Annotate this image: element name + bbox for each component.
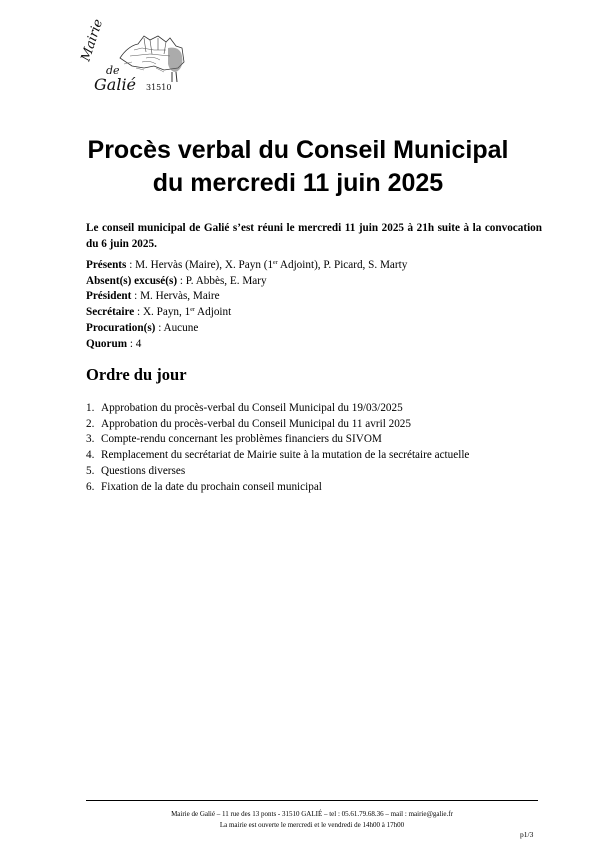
agenda-item-number: 3. xyxy=(86,433,95,446)
agenda-item-number: 2. xyxy=(86,417,95,430)
footer-divider xyxy=(86,800,538,801)
logo-postcode: 31510 xyxy=(146,83,172,92)
mairie-logo xyxy=(78,17,188,98)
mairie-logo-graphic xyxy=(78,17,188,98)
absents-value: : P. Abbès, E. Mary xyxy=(177,274,267,287)
title-line-2: du mercredi 11 juin 2025 xyxy=(152,169,444,197)
presents-sup: er xyxy=(273,260,278,266)
agenda-item xyxy=(86,464,469,480)
secretaire-row xyxy=(86,305,546,321)
page-number: p1/3 xyxy=(520,830,534,839)
agenda-item xyxy=(86,401,469,417)
president-row xyxy=(86,289,546,305)
agenda-item-number: 6. xyxy=(86,480,95,493)
absents-row xyxy=(86,274,546,290)
page-footer xyxy=(86,809,538,831)
president-value: : M. Hervàs, Maire xyxy=(131,290,220,303)
title-line-1: Procès verbal du Conseil Municipal xyxy=(87,136,509,164)
agenda-item-text: Remplacement du secrétariat de Mairie suite à la mutation de la secrétaire actuelle xyxy=(101,449,470,462)
logo-text-galie: Galié xyxy=(94,75,137,94)
logo-text-mairie: Mairie xyxy=(78,17,107,64)
procuration-value: : Aucune xyxy=(155,321,199,334)
procuration-label: Procuration(s) xyxy=(86,321,156,334)
agenda-item xyxy=(86,448,469,464)
secretaire-label: Secrétaire xyxy=(86,306,135,319)
agenda-item-text: Fixation de la date du prochain conseil municipal xyxy=(101,480,322,493)
agenda-item xyxy=(86,480,469,496)
presents-value: : M. Hervàs (Maire), X. Payn (1 xyxy=(126,259,274,271)
logo-text-de: de xyxy=(106,64,120,77)
footer-hours: La mairie est ouverte le mercredi et le vendredi de 14h00 à 17h00 xyxy=(219,821,405,829)
attendance-block xyxy=(86,258,546,352)
secretaire-sup: er xyxy=(190,307,195,314)
president-label: Président xyxy=(86,290,132,303)
presents-label: Présents xyxy=(86,259,127,271)
document-title xyxy=(40,134,556,200)
presents-row xyxy=(86,258,546,274)
agenda-item-number: 1. xyxy=(86,402,95,414)
absents-label: Absent(s) excusé(s) xyxy=(86,274,178,287)
secretaire-value: : X. Payn, 1 xyxy=(134,306,191,319)
quorum-label: Quorum xyxy=(86,337,128,350)
agenda-item-text: Compte-rendu concernant les problèmes financiers du SIVOM xyxy=(101,433,382,446)
agenda-item-text: Approbation du procès-verbal du Conseil Municipal du 19/03/2025 xyxy=(101,402,403,414)
agenda-item-text: Questions diverses xyxy=(101,464,186,477)
agenda-heading: Ordre du jour xyxy=(86,365,187,384)
quorum-value: : 4 xyxy=(127,337,142,350)
agenda-item-number: 4. xyxy=(86,449,95,462)
agenda-item xyxy=(86,417,469,433)
agenda-list xyxy=(86,401,469,495)
quorum-row xyxy=(86,337,546,353)
intro-paragraph: Le conseil municipal de Galié s’est réuni le mercredi 11 juin 2025 à 21h suite à la convocation du 6 juin 2025. xyxy=(86,222,542,250)
agenda-item-number: 5. xyxy=(86,464,95,477)
procuration-row xyxy=(86,321,546,337)
presents-value-end: Adjoint), P. Picard, S. Marty xyxy=(277,259,408,271)
agenda-item-text: Approbation du procès-verbal du Conseil Municipal du 11 avril 2025 xyxy=(101,417,411,430)
secretaire-value-end: Adjoint xyxy=(194,306,232,319)
footer-address: Mairie de Galié – 11 rue des 13 ponts - 31510 GALIÉ – tel : 05.61.79.68.36 – mail : mairie@galie.fr xyxy=(171,810,453,818)
agenda-item xyxy=(86,432,469,448)
